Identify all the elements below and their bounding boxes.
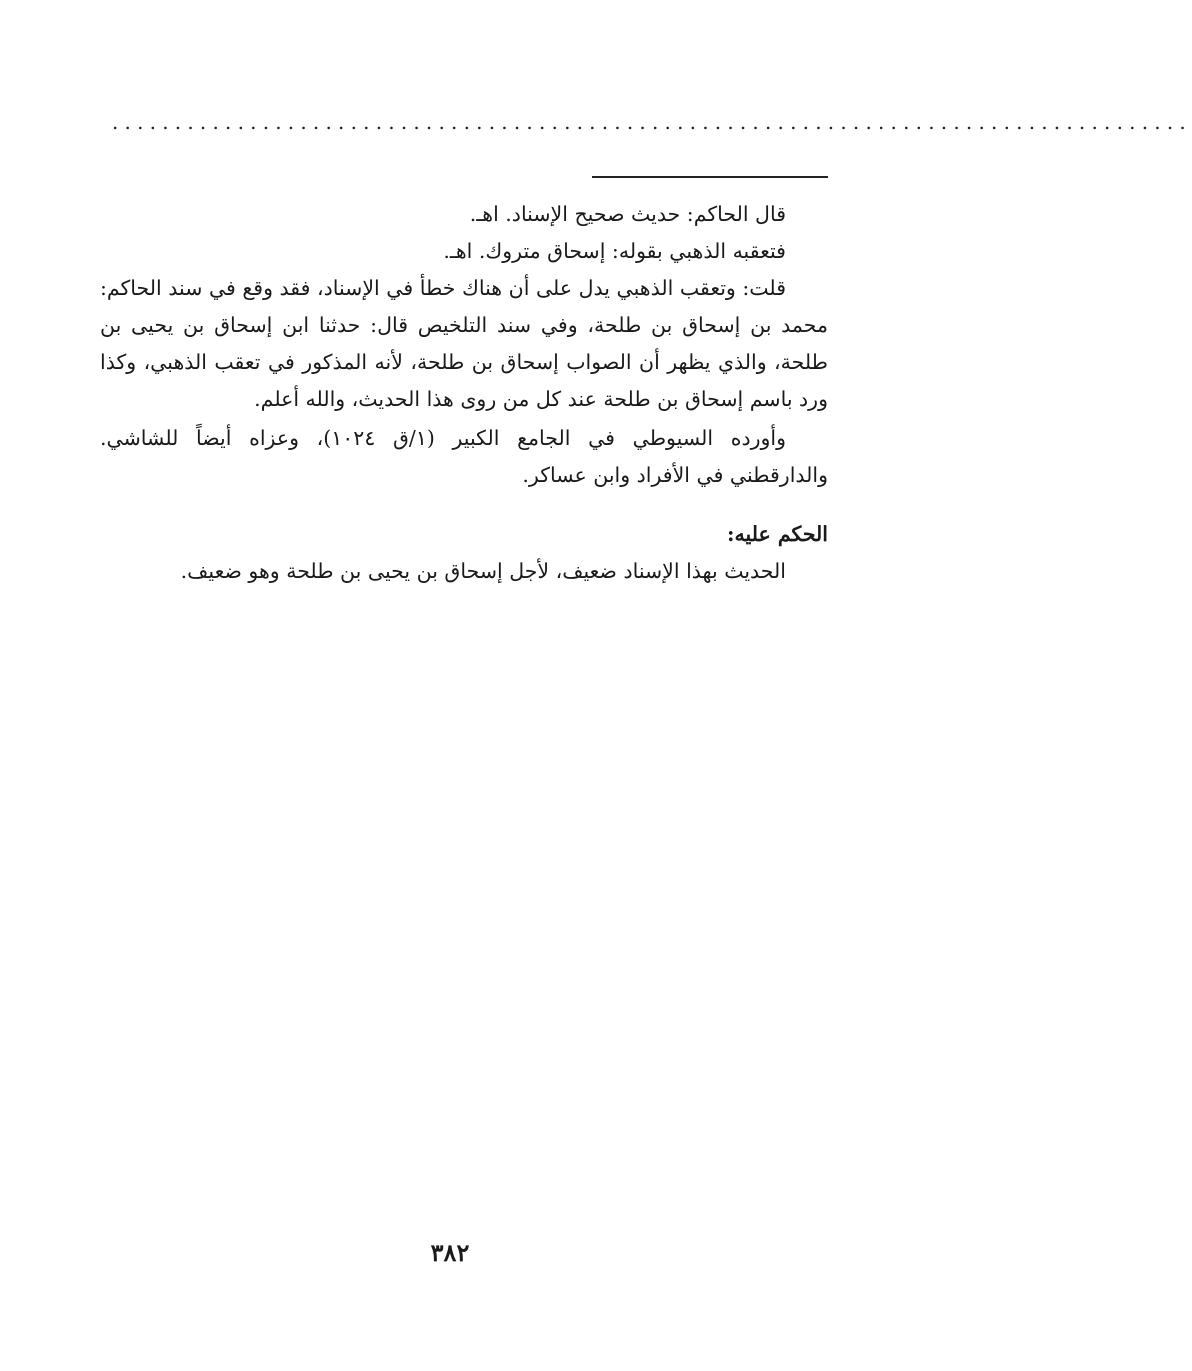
page-number: ٣٨٢: [430, 1238, 470, 1267]
paragraph-suyuti: وأورده السيوطي في الجامع الكبير (١/ق ١٠٢٤)، وعزاه أيضاً للشاشي. والدارقطني في الأفراد وابن عساكر.: [100, 426, 828, 487]
footnote-rule: [592, 176, 828, 178]
paragraph-dhahabi: فتعقبه الذهبي بقوله: إسحاق متروك. اهـ.: [443, 239, 786, 263]
ruling-heading: الحكم عليه:: [726, 522, 828, 546]
ruling-text: الحديث بهذا الإسناد ضعيف، لأجل إسحاق بن يحيى بن طلحة وهو ضعيف.: [180, 559, 786, 583]
paragraph-hakim: قال الحاكم: حديث صحيح الإسناد. اهـ.: [469, 202, 786, 226]
body-text: [100, 196, 828, 590]
paragraph-commentary: قلت: وتعقب الذهبي يدل على أن هناك خطأ في الإسناد، فقد وقع في سند الحاكم: محمد بن إسحاق بن طلحة، وفي سند التلخيص قال: حدثنا ابن إسحاق بن يحيى بن طلحة، والذي يظهر أن الصواب إسحاق بن طلحة، لأنه المذكور في تعقب الذهبي، وكذا ورد باسم إسحاق بن طلحة عند كل من روى هذا الحديث، والله أعلم.: [100, 276, 828, 411]
dotted-separator: ......................................................................................: [112, 110, 1192, 134]
